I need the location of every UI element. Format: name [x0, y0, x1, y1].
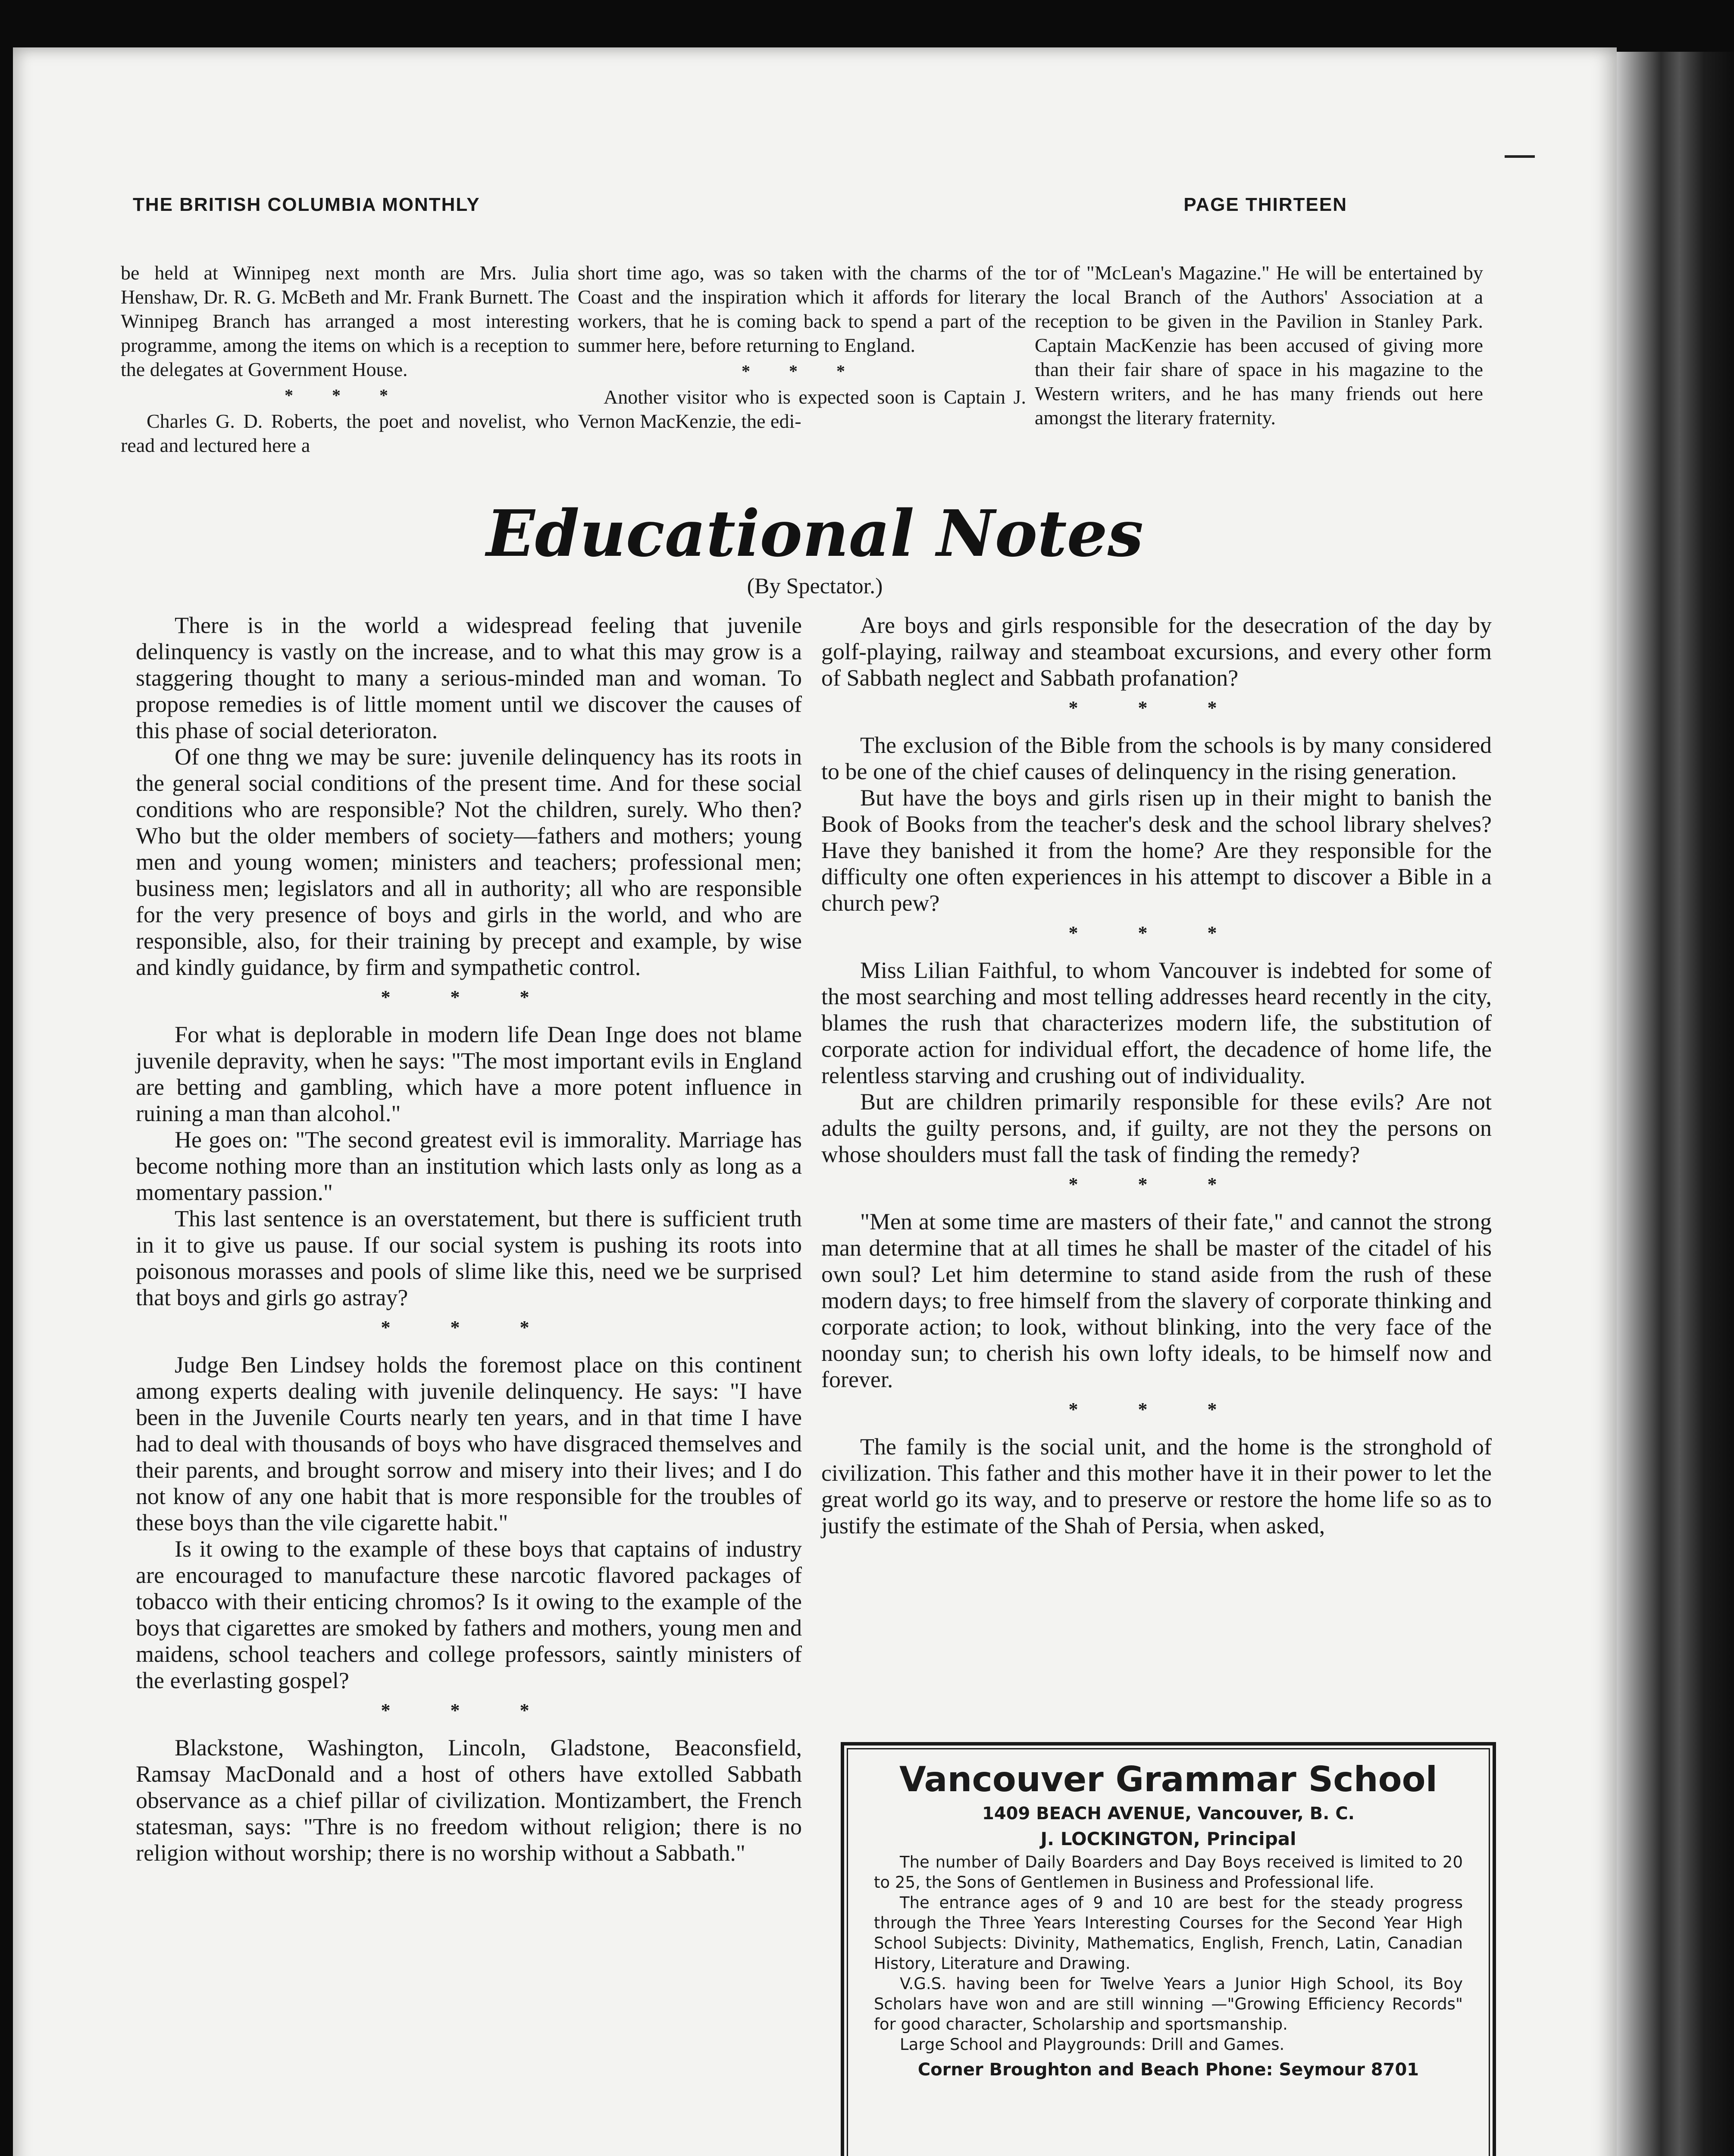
book-spine — [1612, 52, 1734, 2156]
article-column-right — [821, 612, 1492, 1539]
ad-title: Vancouver Grammar School — [899, 1759, 1437, 1799]
paragraph: For what is deplorable in modern life Dean Inge does not blame juvenile depravity, when he says: "The most important evils in England are betting and gambling, which have a more potent influence in ruining a man than alcohol." — [136, 1022, 802, 1126]
paragraph: short time ago, was so taken with the charms of the Coast and the inspiration which it affords for literary workers, that he is coming back to spend a part of the summer here, before returning to England. — [578, 262, 1026, 356]
section-separator: * * * — [1068, 697, 1245, 718]
ad-contact: Corner Broughton and Beach Phone: Seymour 8701 — [917, 2060, 1419, 2080]
paragraph: Charles G. D. Roberts, the poet and novelist, who read and lectured here a — [121, 410, 569, 456]
section-separator: * * * — [1068, 922, 1245, 943]
margin-mark — [1505, 155, 1535, 158]
page-number: PAGE THIRTEEN — [1183, 194, 1347, 215]
ad-paragraph: V.G.S. having been for Twelve Years a Junior High School, its Boy Scholars have won and are still winning —"Growing Efficiency Records" for good character, Scholarship and sportsmanship. — [874, 1974, 1463, 2034]
section-separator: * * * — [742, 361, 862, 381]
paragraph: Blackstone, Washington, Lincoln, Gladstone, Beaconsfield, Ramsay MacDonald and a host of others have extolled Sabbath observance as a chief pillar of civilization. Montizambert, the French statesman, says: "Thre is no freedom without religion; there is no religion without worship; there is no worship without a Sabbath." — [136, 1735, 802, 1866]
section-separator: * * * — [1068, 1399, 1245, 1420]
ad-principal: J. LOCKINGTON, Principal — [1040, 1828, 1296, 1849]
magazine-page — [13, 47, 1617, 2156]
advertisement-frame — [847, 1748, 1490, 2156]
section-separator: * * * — [381, 987, 557, 1008]
section-separator: * * * — [1068, 1174, 1245, 1195]
section-separator: * * * — [381, 1317, 557, 1338]
paragraph: But have the boys and girls risen up in their might to banish the Book of Books from the teacher's desk and the school library shelves? Have they banished it from the home? Are they responsible for the difficulty one often experiences in his attempt to discover a Bible in a church pew? — [821, 785, 1492, 916]
top-column-3 — [1035, 261, 1483, 430]
ad-paragraph: The number of Daily Boarders and Day Boys received is limited to 20 to 25, the Sons of Gentlemen in Business and Professional life. — [874, 1853, 1463, 1892]
ad-address: 1409 BEACH AVENUE, Vancouver, B. C. — [982, 1804, 1355, 1824]
ad-paragraph: Large School and Playgrounds: Drill and Games. — [900, 2035, 1285, 2054]
paragraph: tor of "McLean's Magazine." He will be entertained by the local Branch of the Authors' Association at a reception to be given in the Pavilion in Stanley Park. Captain MacKenzie has been accused of giving more than their fair share of space in his magazine to the Western writers, and he has many friends out here amongst the literary fraternity. — [1035, 262, 1483, 429]
paragraph: Miss Lilian Faithful, to whom Vancouver is indebted for some of the most searching and most telling addresses heard recently in the city, blames the rush that characterizes modern life, the substitution of corporate action for individual effort, the decadence of home life, the relentless starving and crushing out of individuality. — [821, 957, 1492, 1088]
paragraph: be held at Winnipeg next month are Mrs. Julia Henshaw, Dr. R. G. McBeth and Mr. Frank Burnett. The Winnipeg Branch has arranged a most interesting programme, among the items on which is a reception to the delegates at Government House. — [121, 262, 569, 380]
section-separator: * * * — [381, 1700, 557, 1721]
top-column-1 — [121, 261, 569, 458]
article-title: Educational Notes — [486, 496, 1144, 571]
paragraph: Of one thng we may be sure: juvenile delinquency has its roots in the general social conditions of the present time. And for these social conditions who are responsible? Not the children, surely. Who then? Who but the older members of society—fathers and mothers; young men and young women; ministers and teachers; professional men; business men; legislators and all in authority; all who are responsible for the very presence of boys and girls in the world, and who are responsible, also, for their training by precept and example, by wise and kindly guidance, by firm and sympathetic control. — [136, 744, 802, 980]
paragraph: He goes on: "The second greatest evil is immorality. Marriage has become nothing more than an institution which lasts only as long as a momentary passion." — [136, 1127, 802, 1205]
paragraph: The family is the social unit, and the home is the stronghold of civilization. This father and this mother have it in their power to let the great world go its way, and to preserve or restore the home life so as to justify the estimate of the Shah of Persia, when asked, — [821, 1434, 1492, 1539]
paragraph: Judge Ben Lindsey holds the foremost place on this continent among experts dealing with juvenile delinquency. He says: "I have been in the Juvenile Courts nearly ten years, and in that time I have had to deal with thousands of boys who have disgraced themselves and their parents, and brought sorrow and misery into their lives; and I do not know of any one habit that is more responsible for the troubles of these boys than the vile cigarette habit." — [136, 1352, 802, 1536]
paragraph: "Men at some time are masters of their fate," and cannot the strong man determine that at all times he shall be master of the citadel of his own soul? Let him determine to stand aside from the rush of these modern days; to free himself from the slavery of corporate thinking and corporate action; to look, without blinking, into the very face of the noonday sun; to cherish his own lofty ideals, to be himself now and forever. — [821, 1209, 1492, 1392]
section-separator: * * * — [285, 385, 405, 405]
article-column-left — [136, 612, 802, 1866]
running-header — [133, 194, 1347, 220]
top-column-2 — [578, 261, 1026, 433]
article-byline: (By Spectator.) — [747, 574, 883, 599]
paragraph: There is in the world a widespread feeling that juvenile delinquency is vastly on the increase, and to what this may grow is a staggering thought to many a serious-minded man and woman. To propose remedies is of little moment until we discover the causes of this phase of social deterioraton. — [136, 612, 802, 743]
paragraph: The exclusion of the Bible from the schools is by many considered to be one of the chief causes of delinquency in the rising generation. — [821, 732, 1492, 784]
publication-name: THE BRITISH COLUMBIA MONTHLY — [133, 194, 480, 215]
paragraph: Are boys and girls responsible for the desecration of the day by golf-playing, railway and steamboat excursions, and every other form of Sabbath neglect and Sabbath profanation? — [821, 612, 1492, 691]
ad-paragraph: The entrance ages of 9 and 10 are best for the steady progress through the Three Years Interesting Courses for the Second Year High School Subjects: Divinity, Mathematics, English, French, Latin, Canadian History, Literature and Drawing. — [874, 1893, 1463, 1973]
paragraph: But are children primarily responsible for these evils? Are not adults the guilty persons, and, if guilty, are not they the persons on whose shoulders must fall the task of finding the remedy? — [821, 1089, 1492, 1167]
school-advertisement — [841, 1742, 1496, 2156]
paragraph: Another visitor who is expected soon is Captain J. Vernon MacKenzie, the edi- — [578, 386, 1026, 432]
paragraph: This last sentence is an overstatement, but there is sufficient truth in it to give us pause. If our social system is pushing its roots into poisonous morasses and pools of slime like this, need we be surprised that boys and girls go astray? — [136, 1206, 802, 1310]
paragraph: Is it owing to the example of these boys that captains of industry are encouraged to manufacture these narcotic flavored packages of tobacco with their enticing chromos? Is it owing to the example of the boys that cigarettes are smoked by fathers and mothers, young men and maidens, school teachers and college professors, saintly ministers of the everlasting gospel? — [136, 1536, 802, 1693]
